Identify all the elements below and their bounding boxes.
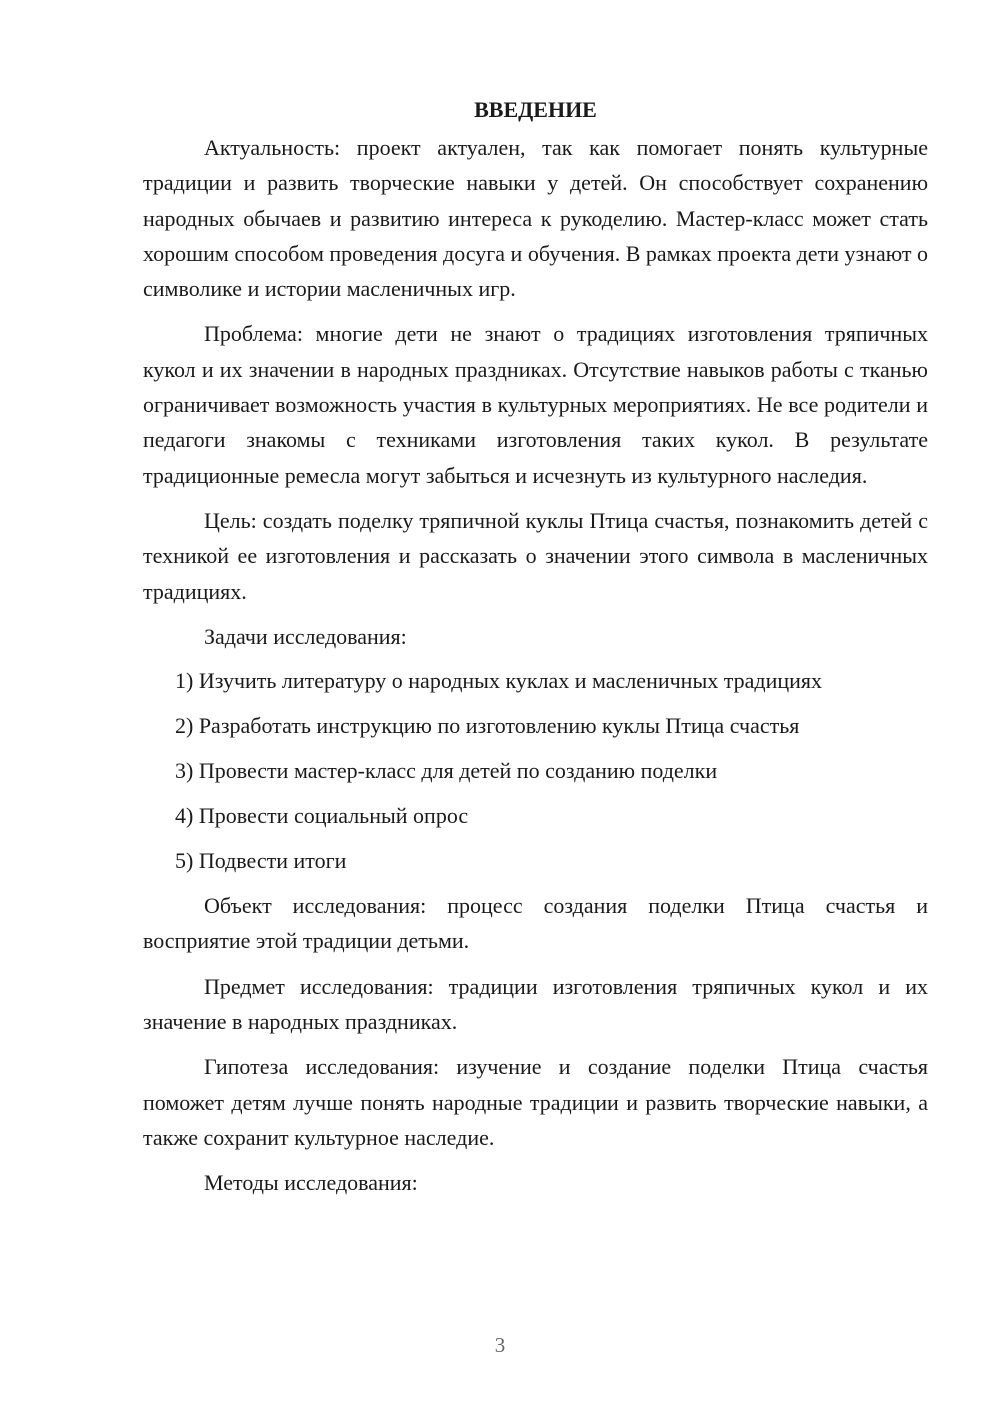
task-item: 4) Провести социальный опрос — [175, 803, 469, 829]
relevance-paragraph: Актуальность: проект актуален, так как помогает понять культурные традиции и развить творческие навыки у детей. Он способствует сохранению народных обычаев и развитию интереса к рукоделию. Мастер-класс может стать хорошим способом проведения досуга и обучения. В рамках проекта дети узнают о символике и истории масленичных игр. — [143, 135, 928, 302]
problem-paragraph: Проблема: многие дети не знают о традициях изготовления тряпичных кукол и их значении в народных праздниках. Отсутствие навыков работы с тканью ограничивает возможность участия в культурных мероприятиях. Не все родители и педагоги знакомы с техниками изготовления таких кукол. В результате традиционные ремесла могут забыться и исчезнуть из культурного наследия. — [143, 321, 928, 488]
task-item: 3) Провести мастер-класс для детей по созданию поделки — [175, 758, 718, 784]
page-title: ВВЕДЕНИЕ — [474, 97, 597, 122]
task-item: 2) Разработать инструкцию по изготовлению куклы Птица счастья — [175, 713, 800, 739]
subject-paragraph: Предмет исследования: традиции изготовления тряпичных кукол и их значение в народных праздниках. — [143, 973, 928, 1035]
task-item: 5) Подвести итоги — [175, 848, 347, 874]
object-paragraph: Объект исследования: процесс создания поделки Птица счастья и восприятие этой традиции детьми. — [143, 893, 928, 954]
tasks-heading: Задачи исследования: — [204, 623, 407, 649]
tasks-list — [143, 663, 928, 878]
methods-heading: Методы исследования: — [204, 1170, 418, 1196]
document-page — [143, 92, 928, 1210]
task-item: 1) Изучить литературу о народных куклах и масленичных традициях — [175, 668, 823, 694]
hypothesis-paragraph: Гипотеза исследования: изучение и создание поделки Птица счастья поможет детям лучше понять народные традиции и развить творческие навыки, а также сохранит культурное наследие. — [143, 1054, 928, 1150]
page-number: 3 — [494, 1333, 506, 1357]
goal-paragraph: Цель: создать поделку тряпичной куклы Птица счастья, познакомить детей с техникой ее изготовления и рассказать о значении этого символа в масленичных традициях. — [143, 507, 928, 604]
